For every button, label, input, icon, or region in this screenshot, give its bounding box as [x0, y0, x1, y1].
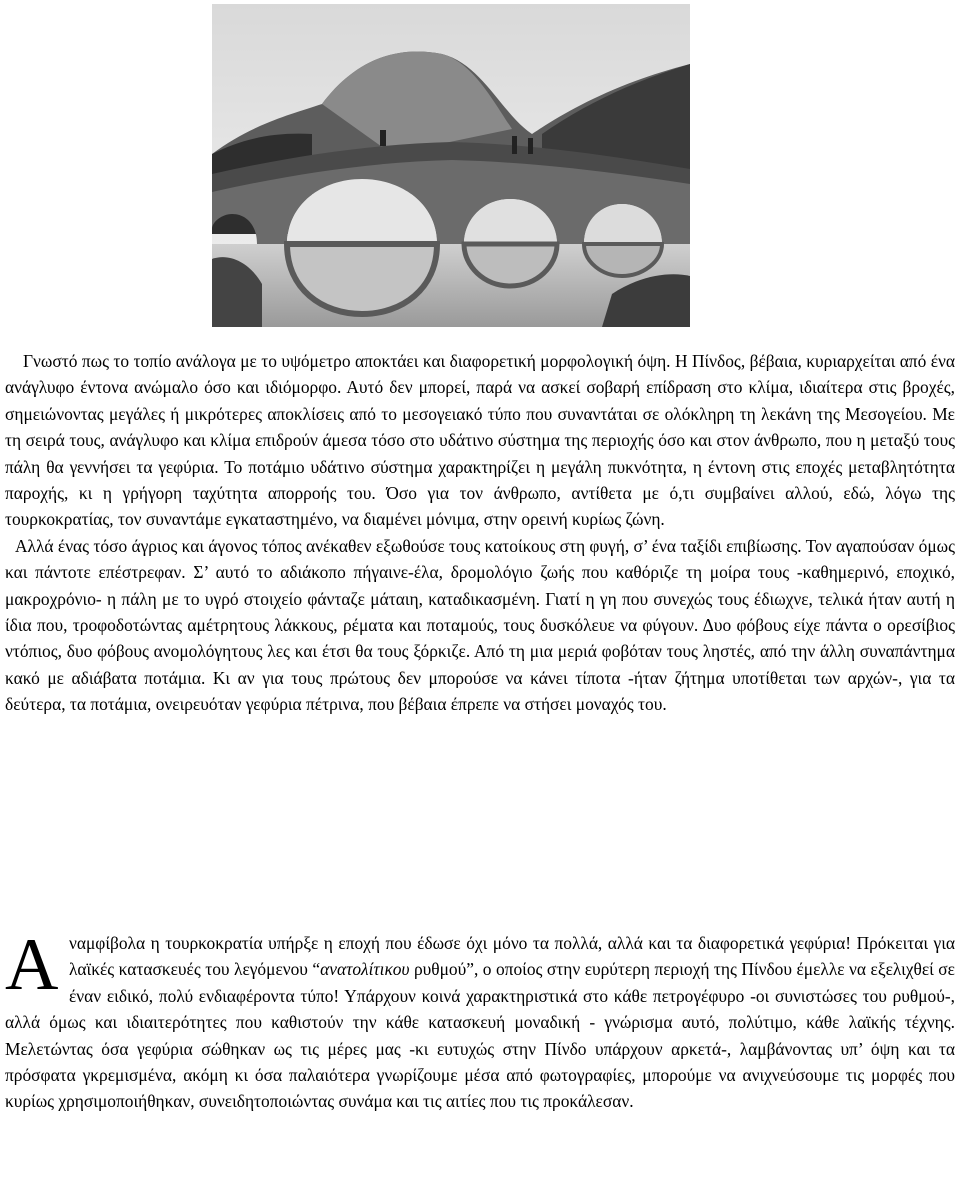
paragraph-1: Γνωστό πως το τοπίο ανάλογα με το υψόμετρο αποκτάει και διαφορετική μορφολογική όψη. Η Πίνδος, βέβαια, κυριαρχείται από ένα ανάγλυφο έντονα ανώμαλο όσο και ιδιόμορφο. Αυτό δεν μπορεί, παρά να ασκεί σοβαρή επίδραση στο κλίμα, ιδιαίτερα στις βροχές, σημειώνοντας μεγάλες ή μικρότερες αποκλίσεις από το μεσογειακό τύπο που συναντάται σε ολόκληρη τη λεκάνη της Μεσογείου. Με τη σειρά τους, ανάγλυφο και κλίμα επιδρούν άμεσα τόσο στο υδάτινο σύστημα της περιοχής όσο και στον άνθρωπο, που η μεταξύ τους πάλη θα γεννήσει τα γεφύρια. Το ποτάμιο υδάτινο σύστημα χαρακτηρίζει η μεγάλη πυκνότητα, η έντονη στις εποχές μεταβλητότητα παροχής, κι η γρήγορη ταχύτητα απορροής του. Όσο για τον άνθρωπο, αντίθετα με ό,τι συμβαίνει αλλού, εδώ, λόγω της τουρκοκρατίας, τον συναντάμε εγκαταστημένο, να διαμένει μόνιμα, στην ορεινή κυρίως ζώνη. — [5, 351, 955, 530]
body-text — [5, 348, 955, 718]
paragraph-3-italic: ανατολίτικου — [320, 959, 410, 980]
stone-arch-bridge-photo — [212, 4, 690, 327]
paragraph-3 — [5, 924, 955, 1115]
paragraph-2: Αλλά ένας τόσο άγριος και άγονος τόπος ανέκαθεν εξωθούσε τους κατοίκους στη φυγή, σ’ ένα ταξίδι επιβίωσης. Τον αγαπούσαν όμως και πάντοτε επέστρεφαν. Σ’ αυτό το αδιάκοπο πήγαινε-έλα, δρομολόγιο ζωής που καθόριζε τη μοίρα τους -καθημερινό, εποχικό, μακροχρόνιο- η πάλη με το υγρό στοιχείο φάνταζε μάταιη, καταδικασμένη. Γιατί η γη που συνεχώς τους έδιωχνε, τελικά ήταν αυτή η ίδια που, τροφοδοτώντας αμέτρητους λάκκους, ρέματα και ποταμούς, τους δυσκόλευε να φύγουν. Δυο φόβους είχε πάντα ο ορεσίβιος ντόπιος, δυο φόβους ανομολόγητους λες και έτσι θα τους ξόρκιζε. Από τη μια μεριά φοβόταν τους ληστές, από την άλλη συναπάντημα κακό με αδιάβατα ποτάμια. Κι αν για τους πρώτους δεν μπορούσε να κάνει τίποτα -ήταν ζήτημα υποτίθεται των αρχών-, για τα δεύτερα, τα ποτάμια, ονειρευόταν γεφύρια πέτρινα, που βέβαια έπρεπε να στήσει μοναχός του. — [5, 535, 955, 715]
paragraph-3-text-b: ρυθμού”, ο οποίος στην ευρύτερη περιοχή της Πίνδου έμελλε να εξελιχθεί σε έναν ειδικό, πολύ ενδιαφέροντα τύπο! Υπάρχουν κοινά χαρακτηριστικά στο κάθε πετρογέφυρο -οι συνιστώσες του ρυθμού-, αλλά όμως και ιδιαιτερότητες που καθιστούν την κάθε κατασκευή μοναδική - γνώρισμα αυτό, πολύτιμο, κάθε λαϊκής τέχνης. Μελετώντας όσα γεφύρια σώθηκαν ως τις μέρες μας -κι ευτυχώς στην Πίνδο υπάρχουν αρκετά-, λαμβάνοντας υπ’ όψη και τα πρόσφατα γκρεμισμένα, ακόμη κι όσα παλαιότερα γνωρίζουμε μέσα από φωτογραφίες, μπορούμε να ανιχνεύσουμε τις μορφές που κυρίως χρησιμοποιήθηκαν, συνειδητοποιώντας συνάμα και τις αιτίες που τις προκάλεσαν. — [5, 959, 955, 1112]
stone-bridge-photo — [212, 4, 690, 327]
paragraph-3-text-a: ναμφίβολα η τουρκοκρατία υπήρξε η εποχή που έδωσε όχι μόνο τα πολλά, αλλά και τα διαφορετικά γεφύρια! Πρόκειται για λαϊκές κατασκευές του λεγόμενου “ — [69, 933, 955, 980]
drop-cap: Α — [5, 924, 59, 1006]
